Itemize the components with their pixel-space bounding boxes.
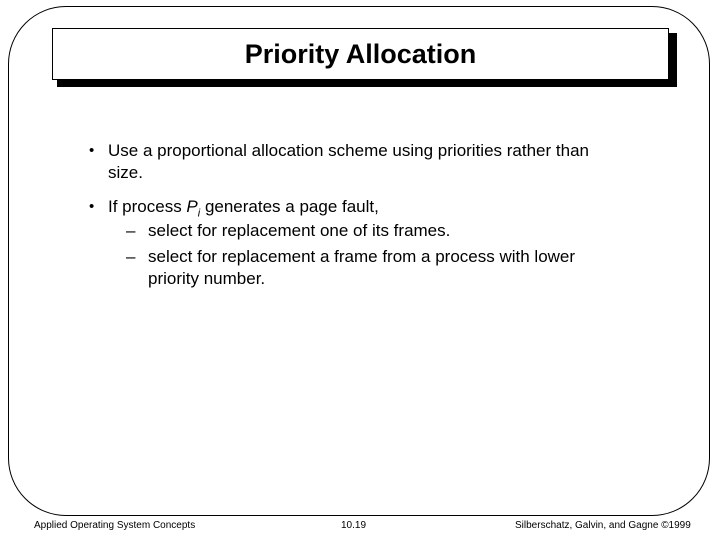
bullet-icon: • (89, 142, 95, 159)
slide-title: Priority Allocation (244, 38, 477, 69)
process-subscript: i (197, 207, 201, 220)
bullet-text-suffix: generates a page fault, (200, 197, 379, 216)
title-box (52, 28, 669, 80)
bullet-text-prefix: If process (108, 197, 187, 216)
sub-item-2 (126, 246, 628, 290)
bullet-icon: • (89, 198, 95, 215)
footer-right: Silberschatz, Galvin, and Gagne ©1999 (515, 520, 691, 531)
footer-left: Applied Operating System Concepts (34, 520, 196, 531)
bullet-text: Use a proportional allocation scheme using priorities rather than size. (108, 141, 589, 182)
sub-text: select for replacement a frame from a process with lower priority number. (148, 247, 576, 288)
bullet-item-1 (89, 140, 628, 184)
footer-page-number: 10.19 (341, 520, 367, 531)
dash-icon: – (126, 247, 136, 266)
process-variable: P (186, 197, 198, 216)
sub-text: select for replacement one of its frames. (148, 221, 451, 240)
dash-icon: – (126, 221, 136, 240)
sub-item-1 (126, 220, 628, 242)
